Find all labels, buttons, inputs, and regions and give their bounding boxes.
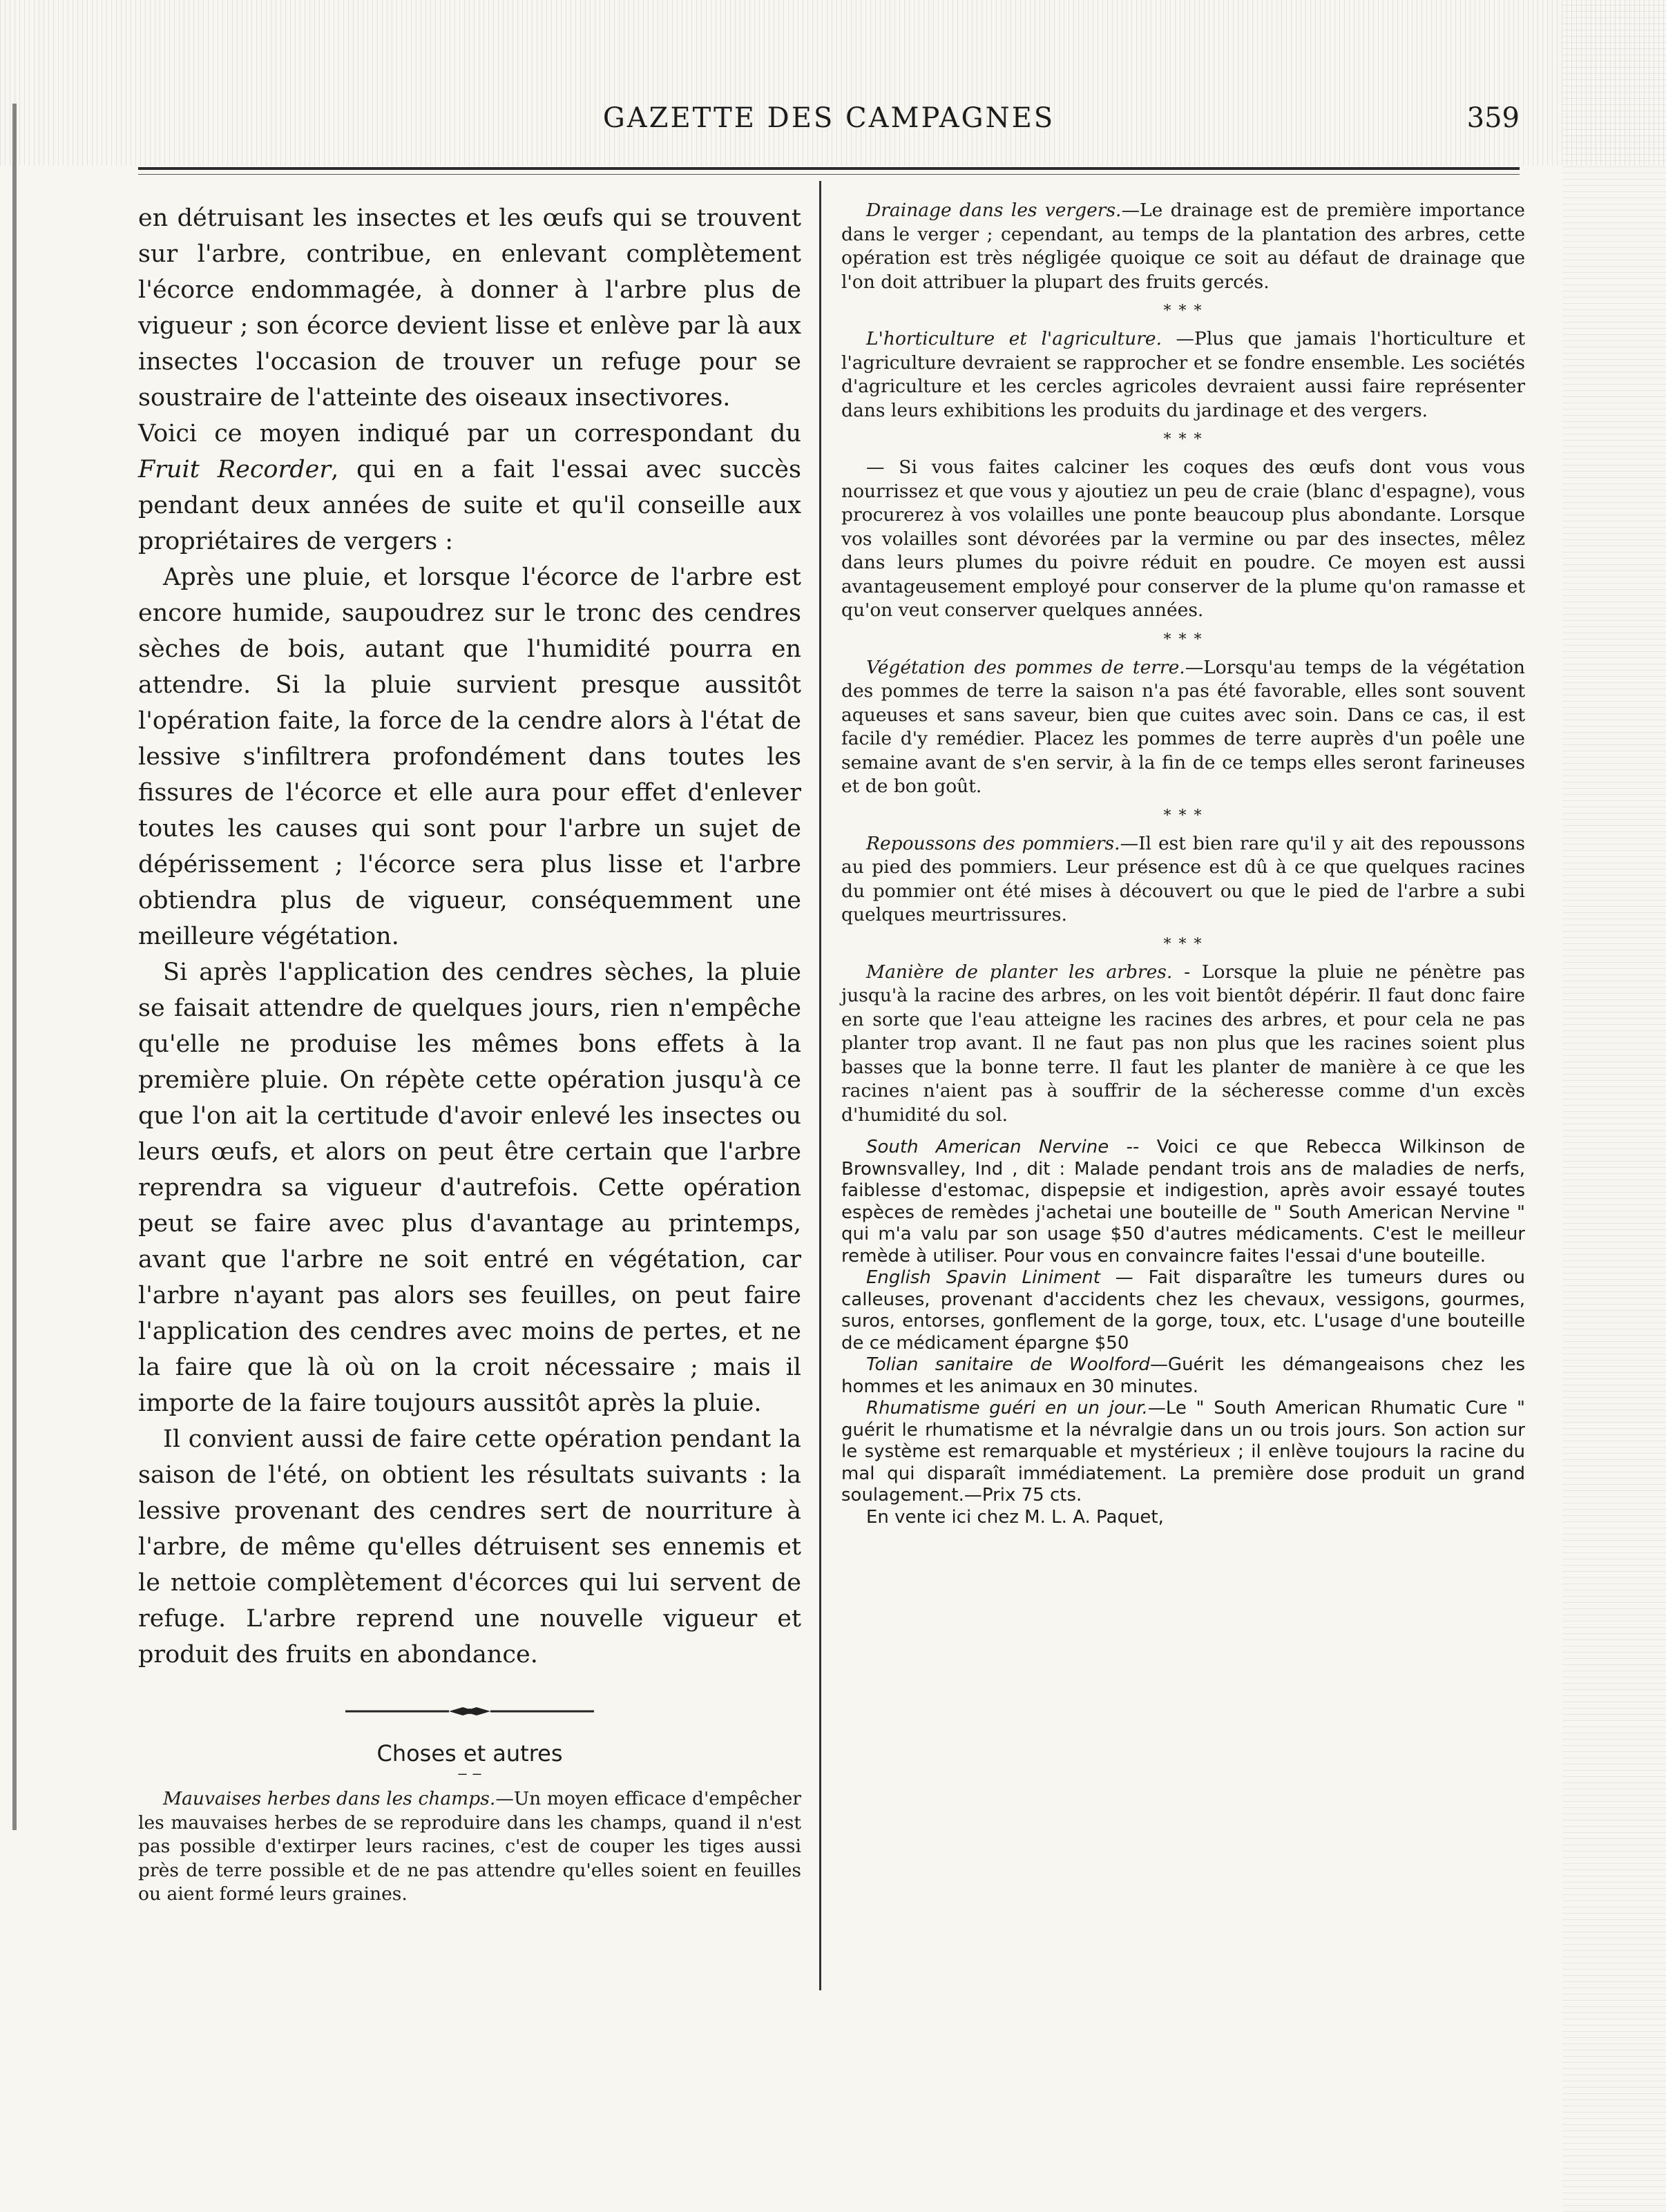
- section-title-dash: ‒ ‒: [457, 1765, 482, 1782]
- item-text: —Plus que jamais l'horticulture et l'agriculture devraient se rapprocher et se fondre ensemble. Les sociétés d'agriculture et les cercles agricoles devraient aussi faire représenter dans leurs exhibitions les produits du jardinage et des vergers.: [841, 328, 1525, 421]
- item-text: — Si vous faites calciner les coques des œufs dont vous vous nourrissez et que vous y ajoutiez un peu de craie (blanc d'espagne), vous procurerez à vos volailles une ponte beaucoup plus abondante. Lorsque vos volailles sont dévorées par la vermine ou par des insectes, mêlez dans leurs plumes du poivre réduit en poudre. Ce moyen est aussi avantageusement employé pour conserver de la plume qu'on ramasse et qu'on veut conserver quelques années.: [841, 456, 1525, 621]
- binding-edge: [12, 104, 17, 1830]
- ad-heading: Rhumatisme guéri en un jour.: [866, 1398, 1148, 1418]
- running-title: GAZETTE DES CAMPAGNES: [602, 102, 1055, 134]
- paragraph-summer: Il convient aussi de faire cette opération pendant la saison de l'été, on obtient les résultats suivants : la lessive provenant des cendres sert de nourriture à l'arbre, de même qu'elles détruisent ses ennemis et le nettoie complètement d'écorces qui lui servent de refuge. L'arbre reprend une nouvelle vigueur et produit des fruits en abondance.: [138, 1425, 801, 1668]
- left-column: [138, 200, 801, 1907]
- paragraph-repeat: Si après l'application des cendres sèches, la pluie se faisait attendre de quelques jours, rien n'empêche qu'elle ne produise les mêmes bons effets à la première pluie. On répète cette opération jusqu'à ce que l'on ait la certitude d'avoir enlevé les insectes ou leurs œufs, et alors on peut être certain que l'arbre reprendra sa vigueur d'autrefois. Cette opération peut se faire avec plus d'avantage au printemps, avant que l'arbre ne soit entré en végétation, car l'arbre n'ayant pas alors ses feuilles, on peut faire l'application des cendres avec moins de pertes, et ne la faire que là où on la croit nécessaire ; mais il importe de la faire toujours aussitôt après la pluie.: [138, 959, 801, 1417]
- asterism: * * *: [1163, 302, 1203, 320]
- closing-line: En vente ici chez M. L. A. Paquet,: [866, 1506, 1164, 1528]
- ad-nervine: [841, 1137, 1525, 1267]
- intro-text-b: , qui en a fait l'essai avec succès pendant deux années de suite et qu'il conseille aux propriétaires de vergers :: [138, 456, 801, 555]
- item-heading: Drainage dans les vergers.: [866, 200, 1122, 221]
- item-weeds: [138, 1787, 801, 1907]
- column-divider: [819, 181, 821, 1990]
- item-suckers: [841, 832, 1525, 927]
- item-heading: Végétation des pommes de terre.: [866, 656, 1185, 678]
- item-heading: Mauvaises herbes dans les champs.: [163, 1788, 496, 1809]
- item-heading: Manière de planter les arbres.: [866, 961, 1173, 983]
- right-column: [841, 199, 1525, 1528]
- asterism: * * *: [1163, 935, 1203, 953]
- ad-tolian: [841, 1354, 1525, 1398]
- ad-heading: South American Nervine: [866, 1137, 1109, 1157]
- page-header: [138, 97, 1520, 152]
- item-potatoes: [841, 656, 1525, 799]
- intro-text-a: Voici ce moyen indiqué par un correspondant du: [138, 420, 801, 448]
- item-eggshells: [841, 456, 1525, 623]
- section-ornament: [345, 1703, 594, 1720]
- item-heading: L'horticulture et l'agriculture.: [866, 328, 1162, 349]
- item-text: - Lorsque la pluie ne pénètre pas jusqu'à la racine des arbres, on les voit bientôt dépérir. Il faut donc faire en sorte que l'eau atteigne les racines des arbres, et pour cela ne pas planter trop avant. Il ne faut pas non plus que les racines soient plus basses que la bonne terre. Il faut les planter de manière à ce que les racines n'aient pas à souffrir de la sécheresse comme d'un excès d'humidité du sol.: [841, 961, 1525, 1126]
- scan-noise-right: [1562, 0, 1666, 2212]
- asterism: * * *: [1163, 631, 1203, 648]
- item-text: —Un moyen efficace d'empêcher les mauvaises herbes de se reproduire dans les champs, quand il n'est pas possible d'extirper leurs racines, c'est de couper les tiges aussi près de terre possible et de ne pas attendre qu'elles soient en feuilles ou aient formé leurs graines.: [138, 1788, 802, 1905]
- header-rule: [138, 167, 1520, 170]
- asterism: * * *: [1163, 807, 1203, 825]
- item-drainage: [841, 199, 1525, 294]
- ad-spavin: [841, 1267, 1525, 1354]
- item-text: —Il est bien rare qu'il y ait des repoussons au pied des pommiers. Leur présence est dû à ce que quelques racines du pommier ont été mises à découvert ou que le pied de l'arbre a subi quelques meurtrissures.: [841, 832, 1525, 925]
- publication-title: Fruit Recorder: [138, 456, 332, 483]
- paragraph-intro: [138, 416, 801, 559]
- ad-text: -- Voici ce que Rebecca Wilkinson de Brownsvalley, Ind , dit : Malade pendant trois ans de maladies de nerfs, faiblesse d'estomac, dispepsie et indigestion, après avoir essayé toutes espèces de remèdes j'achetai une bouteille de " South American Nervine " qui m'a valu par son usage $50 d'autres médicaments. C'est le meilleur remède à utiliser. Pour vous en convaincre faites l'essai d'une bouteille.: [841, 1137, 1526, 1267]
- item-planting: [841, 961, 1525, 1128]
- page-number: 359: [1466, 102, 1520, 134]
- section-title: Choses et autres: [376, 1740, 563, 1767]
- paragraph-continued: en détruisant les insectes et les œufs qui se trouvent sur l'arbre, contribue, en enlevant complètement l'écorce endommagée, à donner à l'arbre plus de vigueur ; son écorce devient lisse et enlève par là aux insectes l'occasion de trouver un refuge pour se soustraire de l'atteinte des oiseaux insectivores.: [138, 204, 801, 412]
- ad-heading: English Spavin Liniment: [866, 1267, 1100, 1288]
- item-horticulture: [841, 327, 1525, 423]
- asterism: * * *: [1163, 431, 1203, 448]
- ad-text: —Le " South American Rhumatic Cure " guérit le rhumatisme et la névralgie dans un ou trois jours. Son action sur le système est remarquable et mystérieux ; il enlève toujours la racine du mal qui disparaît immédiatement. La première dose produit un grand soulagement.—Prix 75 cts.: [841, 1398, 1525, 1506]
- paragraph-method: Après une pluie, et lorsque l'écorce de l'arbre est encore humide, saupoudrez sur le tronc des cendres sèches de bois, autant que l'humidité pourra en attendre. Si la pluie survient presque aussitôt l'opération faite, la force de la cendre alors à l'état de lessive s'infiltrera profondément dans toutes les fissures de l'écorce et elle aura pour effet d'enlever toutes les causes qui sont pour l'arbre un sujet de dépérissement ; l'écorce sera plus lisse et l'arbre obtiendra plus de vigueur, conséquemment une meilleure végétation.: [138, 564, 801, 950]
- item-heading: Repoussons des pommiers.: [866, 832, 1120, 854]
- ad-text: — Fait disparaître les tumeurs dures ou calleuses, provenant d'accidents chez les chevaux, vessigons, gourmes, suros, entorses, gonflement de la gorge, toux, etc. L'usage d'une bouteille de ce médicament épargne $50: [841, 1267, 1525, 1354]
- item-text: —Le drainage est de première importance dans le verger ; cependant, au temps de la plantation des arbres, cette opération est très négligée quoique ce soit au défaut de drainage que l'on doit attribuer la plupart des fruits gercés.: [841, 200, 1525, 293]
- ad-text: —Guérit les démangeaisons chez les hommes et les animaux en 30 minutes.: [841, 1354, 1525, 1397]
- item-text: —Lorsqu'au temps de la végétation des pommes de terre la saison n'a pas été favorable, elles sont souvent aqueuses et sans saveur, bien que cuites avec soin. Dans ce cas, il est facile d'y remédier. Placez les pommes de terre auprès d'un poêle une semaine avant de s'en servir, à la fin de ce temps elles seront farineuses et de bon goût.: [841, 656, 1525, 797]
- header-rule-thin: [138, 174, 1520, 175]
- ad-rheumatism: [841, 1398, 1525, 1507]
- ad-heading: Tolian sanitaire de Woolford: [866, 1354, 1150, 1375]
